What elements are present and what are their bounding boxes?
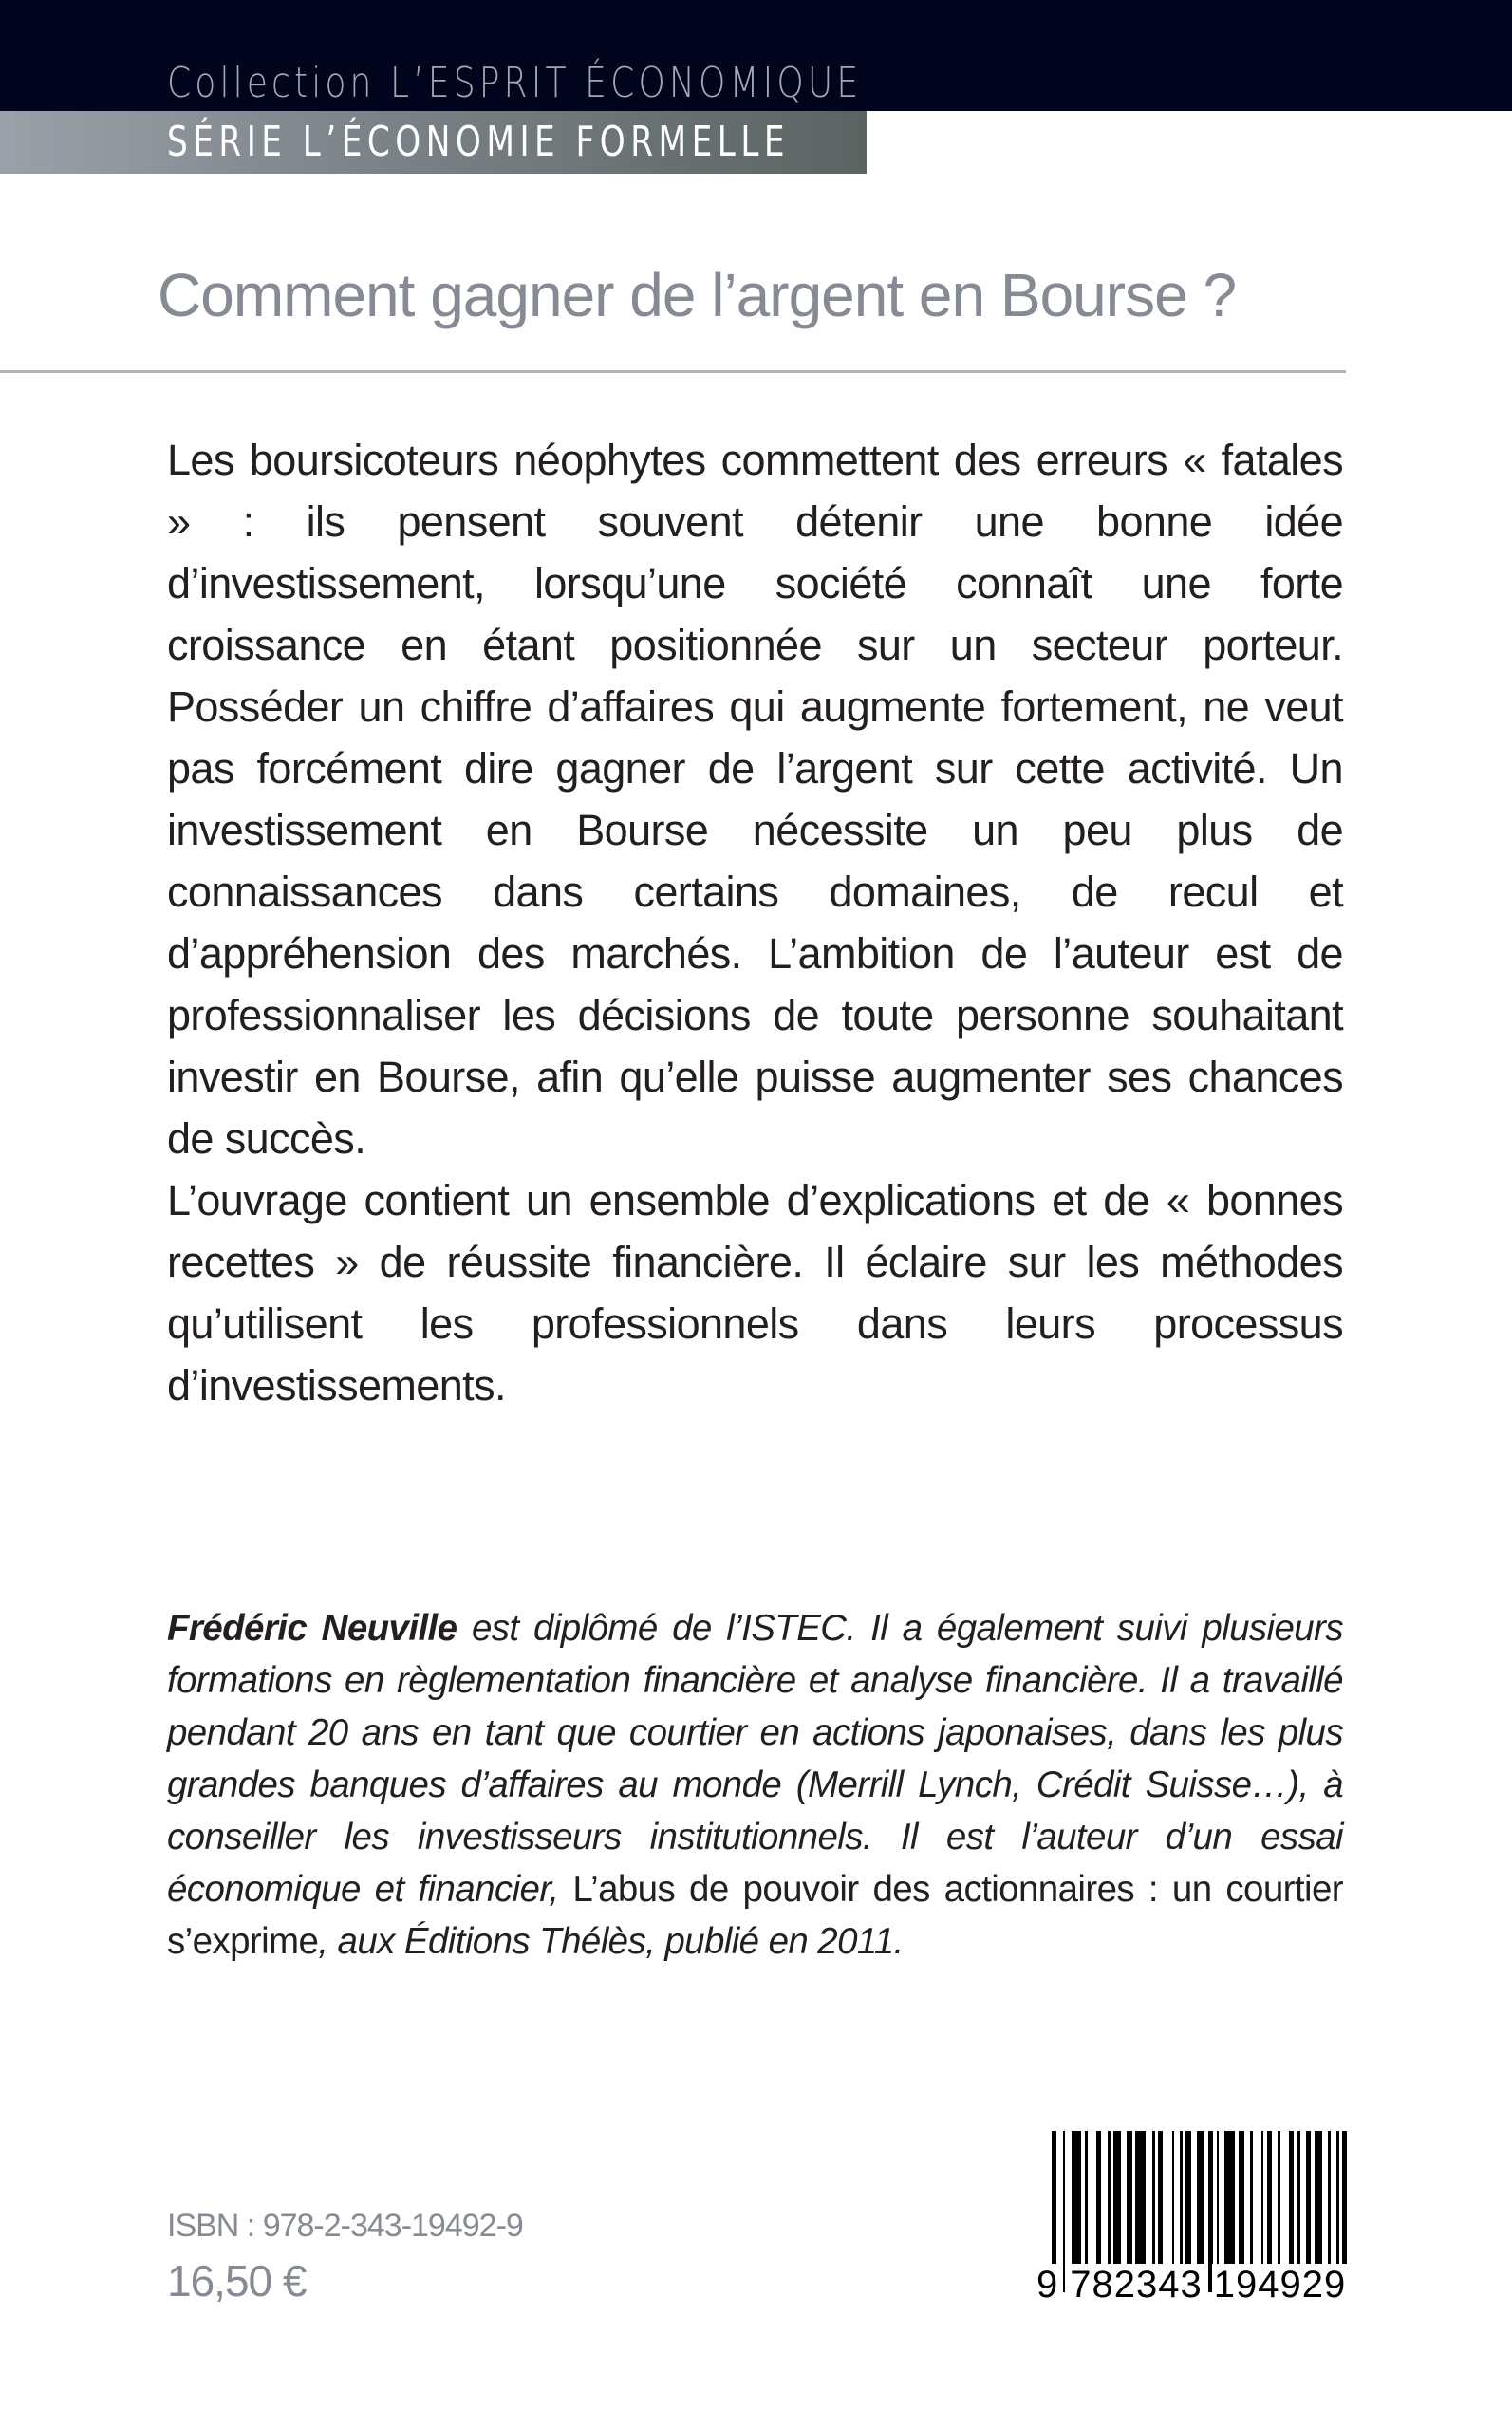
summary-paragraph-1: Les boursicoteurs néophytes commettent des erreurs « fatales » : ils pensent souvent détenir une bonne idée d’investissement, lorsqu’une société connaît une forte croissance en étant positionnée sur un secteur porteur. Posséder un chiffre d’affaires qui augmente fortement, ne veut pas forcément dire gagner de l’argent sur cette activité. Un investissement en Bourse nécessite un peu plus de connaissances dans certains domaines, de recul et d’appréhension des marchés. L’ambition de l’auteur est de professionnaliser les décisions de toute personne souhaitant investir en Bourse, afin qu’elle puisse augmenter ses chances de succès. xyxy=(167,436,1343,1163)
barcode-bar xyxy=(1297,2131,1300,2269)
barcode-bar xyxy=(1306,2131,1311,2269)
barcode-bar xyxy=(1278,2131,1280,2269)
barcode-bar xyxy=(1185,2131,1190,2269)
summary-paragraph-2: L’ouvrage contient un ensemble d’explications et de « bonnes recettes » de réussite financière. Il éclaire sur les méthodes qu’utilisent les professionnels dans leurs processus d’investissements. xyxy=(167,1176,1343,1410)
barcode-digits-right: 194929 xyxy=(1213,2264,1347,2306)
previous-book-title: L’abus de pouvoir des actionnaires : un courtier s’exprime xyxy=(167,1869,1343,1962)
barcode-bar xyxy=(1328,2131,1331,2269)
price: 16,50 € xyxy=(167,2256,307,2306)
barcode-bar xyxy=(1197,2131,1204,2269)
book-title: Comment gagner de l’argent en Bourse ? xyxy=(158,261,1237,329)
series-name: SÉRIE L’ÉCONOMIE FORMELLE xyxy=(167,118,791,166)
barcode xyxy=(1035,2131,1348,2306)
barcode-bar xyxy=(1172,2131,1175,2269)
barcode-bars xyxy=(1052,2131,1348,2273)
barcode-bar xyxy=(1239,2131,1243,2269)
barcode-bar xyxy=(1152,2131,1155,2269)
barcode-bar xyxy=(1289,2131,1294,2269)
title-divider xyxy=(0,370,1346,373)
barcode-bar xyxy=(1113,2131,1121,2269)
bio-text-end: , aux Éditions Thélès, publié en 2011. xyxy=(318,1921,904,1962)
barcode-bar xyxy=(1072,2131,1082,2269)
barcode-bar xyxy=(1180,2131,1183,2269)
barcode-digits-left: 782343 xyxy=(1070,2264,1203,2306)
isbn: ISBN : 978-2-343-19492-9 xyxy=(167,2208,523,2244)
bio-text: est diplômé de l’ISTEC. Il a également suivi plusieurs formations en règlementation financière et analyse financière. Il a travaillé pendant 20 ans en tant que courtier en actions japonaises, dans les plus grandes banques d’affaires au monde (Merrill Lynch, Crédit Suisse…), à conseiller les investisseurs institutionnels. Il est l’auteur d’un essai économique et financier, xyxy=(167,1608,1343,1910)
barcode-bar xyxy=(1217,2131,1220,2269)
barcode-digits xyxy=(1035,2264,1348,2306)
barcode-bar xyxy=(1135,2131,1146,2269)
barcode-bar xyxy=(1085,2131,1088,2269)
barcode-bar xyxy=(1224,2131,1235,2269)
barcode-bar xyxy=(1267,2131,1272,2269)
barcode-bar xyxy=(1315,2131,1322,2269)
barcode-digit-first: 9 xyxy=(1036,2264,1059,2306)
collection-name: Collection L’ESPRIT ÉCONOMIQUE xyxy=(167,59,863,107)
barcode-bar xyxy=(1127,2131,1131,2269)
barcode-bar xyxy=(1108,2131,1111,2269)
barcode-bar xyxy=(1096,2131,1101,2269)
author-name: Frédéric Neuville xyxy=(167,1608,457,1649)
barcode-bar xyxy=(1158,2131,1163,2269)
barcode-bar xyxy=(1261,2131,1264,2269)
barcode-bar xyxy=(1250,2131,1253,2269)
author-bio xyxy=(167,1602,1343,1968)
